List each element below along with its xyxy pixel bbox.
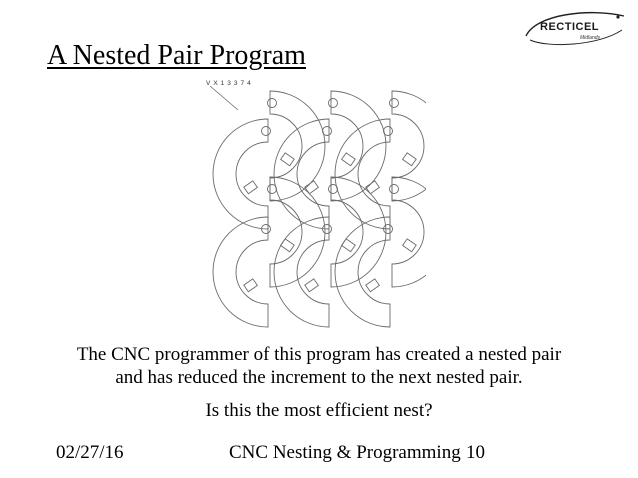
body-text-line-1: The CNC programmer of this program has created a nested pair bbox=[76, 344, 562, 365]
logo-subtitle: Midlands bbox=[580, 35, 601, 41]
nested-pair-column-2 bbox=[274, 91, 386, 327]
nested-parts-drawing bbox=[196, 76, 426, 338]
body-text-line-2: and has reduced the increment to the next nested pair. bbox=[115, 367, 523, 388]
question-text: Is this the most efficient nest? bbox=[205, 400, 433, 421]
logo-brand-text: RECTICEL bbox=[540, 21, 599, 33]
part-code-label: VX13374 bbox=[206, 80, 254, 87]
nested-pair-column-1 bbox=[213, 91, 325, 327]
footer-label: CNC Nesting & Programming bbox=[229, 442, 461, 463]
footer-page-number: 10 bbox=[466, 442, 485, 463]
recticel-logo bbox=[518, 8, 630, 50]
footer-date: 02/27/16 bbox=[56, 442, 124, 463]
nested-pair-column-3 bbox=[335, 91, 426, 327]
slide-title: A Nested Pair Program bbox=[47, 40, 306, 71]
